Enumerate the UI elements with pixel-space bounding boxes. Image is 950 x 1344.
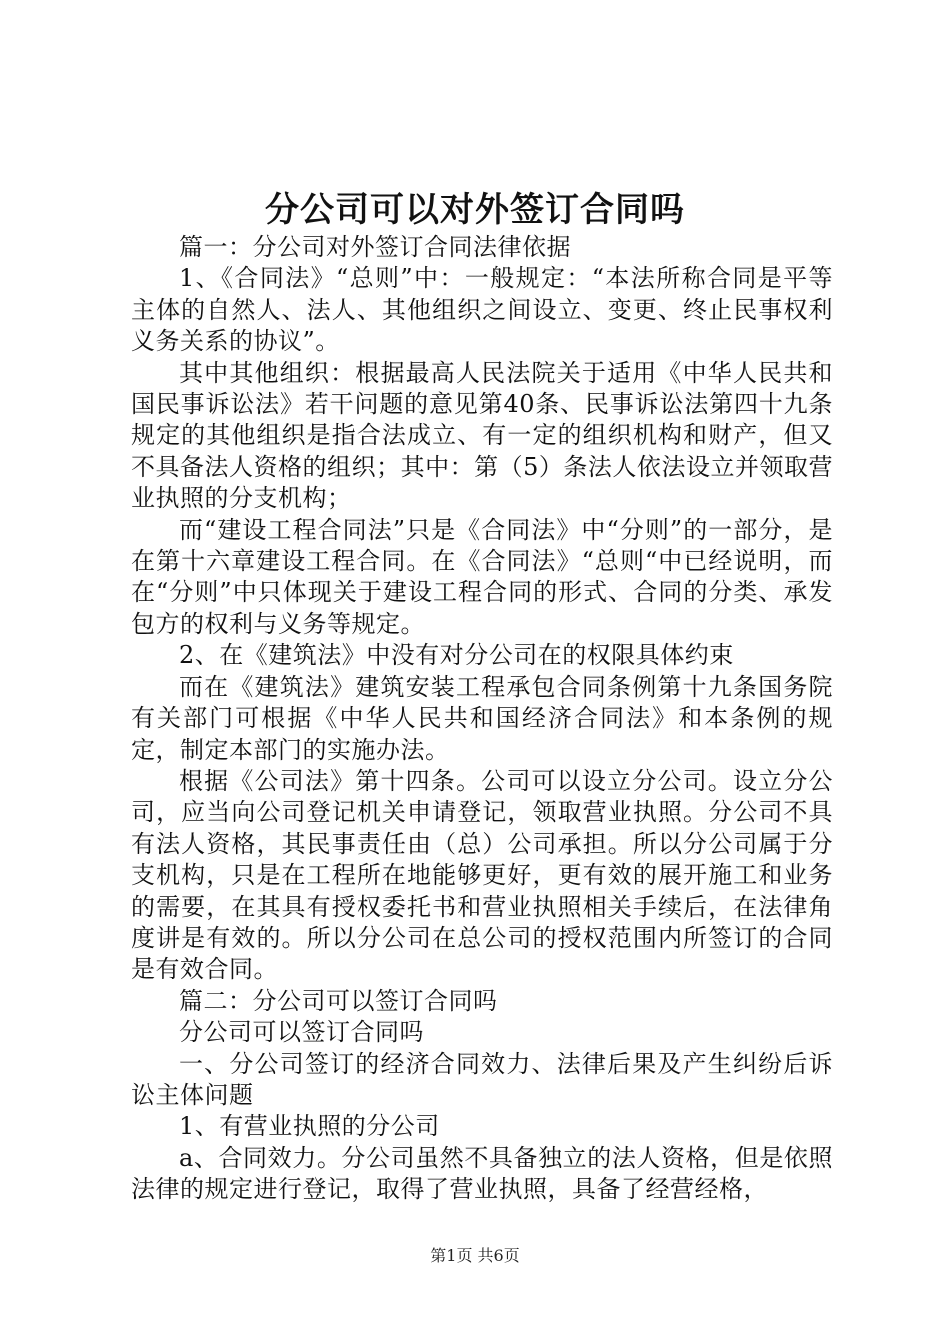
- paragraph: 篇一：分公司对外签订合同法律依据: [179, 233, 571, 261]
- paragraph: 其中其他组织：根据最高人民法院关于适用《中华人民共和国民事诉讼法》若干问题的意见第40条、民事诉讼法第四十九条规定的其他组织是指合法成立、有一定的组织机构和财产，但又不具备法人资格的组织；其中：第（5）条法人依法设立并领取营业执照的分支机构；: [131, 358, 833, 513]
- paragraph: 分公司可以签订合同吗: [179, 1018, 424, 1047]
- document-body: [131, 232, 833, 1206]
- paragraph: 1、《合同法》“总则”中：一般规定：“本法所称合同是平等主体的自然人、法人、其他组织之间设立、变更、终止民事权利义务关系的协议”。: [131, 264, 833, 356]
- paragraph: 一、分公司签订的经济合同效力、法律后果及产生纠纷后诉讼主体问题: [131, 1049, 833, 1109]
- paragraph: 篇二：分公司可以签订合同吗: [179, 986, 498, 1015]
- paragraph: 2、在《建筑法》中没有对分公司在的权限具体约束: [179, 641, 734, 670]
- paragraph: 1、有营业执照的分公司: [179, 1112, 440, 1141]
- paragraph: 根据《公司法》第十四条。公司可以设立分公司。设立分公司，应当向公司登记机关申请登记，领取营业执照。分公司不具有法人资格，其民事责任由（总）公司承担。所以分公司属于分支机构，只是在工程所在地能够更好，更有效的展开施工和业务的需要，在其具有授权委托书和营业执照相关手续后，在法律角度讲是有效的。所以分公司在总公司的授权范围内所签订的合同是有效合同。: [131, 766, 833, 984]
- paragraph: a、合同效力。分公司虽然不具备独立的法人资格，但是依照法律的规定进行登记，取得了营业执照，具备了经营经格，: [131, 1143, 833, 1204]
- paragraph: 而在《建筑法》建筑安装工程承包合同条例第十九条国务院有关部门可根据《中华人民共和国经济合同法》和本条例的规定，制定本部门的实施办法。: [131, 672, 833, 764]
- paragraph: 而“建设工程合同法”只是《合同法》中“分则”的一部分，是在第十六章建设工程合同。在《合同法》“总则“中已经说明，而在“分则”中只体现关于建设工程合同的形式、合同的分类、承发包方的权利与义务等规定。: [131, 515, 833, 638]
- page-footer: 第1页 共6页: [430, 1246, 520, 1265]
- document-title: 分公司可以对外签订合同吗: [265, 190, 685, 230]
